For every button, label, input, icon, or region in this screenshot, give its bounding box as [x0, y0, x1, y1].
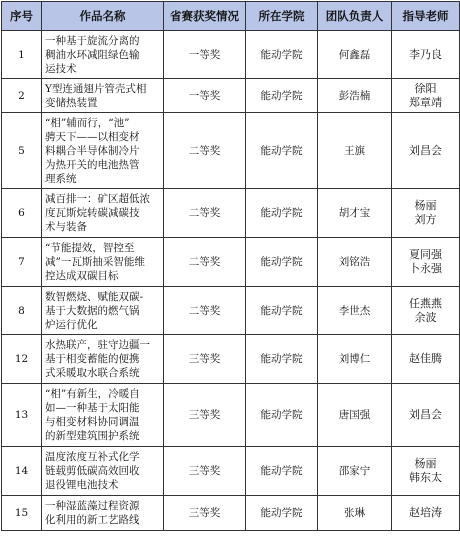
- header-number: 序号: [2, 2, 42, 31]
- cell-college: 能动学院: [246, 287, 318, 335]
- work-name-line: 一种湿蓝藻过程资源: [45, 500, 140, 512]
- work-name-line: 温度浓度互补式化学: [45, 451, 140, 463]
- cell-award: 三等奖: [164, 384, 246, 447]
- cell-work-name: [42, 113, 164, 189]
- cell-team-leader: 唐国强: [318, 384, 392, 447]
- cell-number: 12: [2, 335, 42, 384]
- work-name-line: 稠油水环减阻绿色输: [45, 48, 140, 61]
- work-name-line: 炉运行优化: [45, 318, 98, 331]
- cell-award: 三等奖: [164, 335, 246, 384]
- cell-advisor: [392, 31, 460, 79]
- advisor-name: 李乃良: [409, 47, 442, 61]
- cell-team-leader: 邵家宁: [318, 447, 392, 496]
- cell-award: 一等奖: [164, 79, 246, 113]
- table-body: [2, 31, 460, 531]
- cell-work-name: [42, 384, 164, 447]
- advisor-name: 杨丽: [414, 457, 437, 470]
- awards-table: [1, 1, 460, 531]
- cell-college: 能动学院: [246, 31, 318, 79]
- cell-work-name: [42, 496, 164, 531]
- work-name-line: 与相变材料协同调温: [45, 416, 140, 428]
- table-row: [2, 496, 460, 531]
- work-name-line: 理系统: [45, 172, 77, 185]
- cell-work-name: [42, 447, 164, 496]
- header-team-leader: 团队负责人: [318, 2, 392, 31]
- advisor-name: 刘方: [414, 213, 437, 226]
- cell-college: 能动学院: [246, 335, 318, 384]
- table-row: [2, 31, 460, 79]
- advisor-name: 任燕燕: [409, 296, 442, 310]
- cell-team-leader: 刘博仁: [318, 335, 392, 384]
- work-name-line: 式采暖取水联合系统: [45, 367, 140, 379]
- cell-advisor: [392, 113, 460, 189]
- cell-number: 13: [2, 384, 42, 447]
- table-row: [2, 335, 460, 384]
- cell-advisor: [392, 238, 460, 287]
- advisor-name: 夏同强: [409, 248, 442, 261]
- work-name-line: Y型连通翅片管壳式相: [45, 82, 147, 95]
- cell-award: 一等奖: [164, 31, 246, 79]
- work-name-line: 化利用的新工艺路线: [45, 514, 140, 526]
- cell-team-leader: 胡才宝: [318, 189, 392, 238]
- cell-work-name: [42, 238, 164, 287]
- cell-number: 6: [2, 189, 42, 238]
- cell-work-name: [42, 79, 164, 113]
- advisor-name: 赵佳腾: [409, 352, 442, 365]
- cell-college: 能动学院: [246, 189, 318, 238]
- header-provincial-award: 省赛获奖情况: [164, 2, 246, 31]
- advisor-name: 徐阳: [414, 81, 437, 95]
- cell-college: 能动学院: [246, 238, 318, 287]
- cell-advisor: [392, 447, 460, 496]
- work-name-line: 骋天下——以相变材: [45, 130, 140, 143]
- work-name-line: 链载剪低碳高效回收: [45, 465, 140, 477]
- work-name-line: 基于相变蓄能的便携: [45, 353, 140, 365]
- cell-college: 能动学院: [246, 496, 318, 531]
- work-name-line: 为热开关的电池热管: [45, 158, 140, 171]
- work-name-line: “节能提效，智控至: [45, 242, 135, 254]
- table-row: [2, 238, 460, 287]
- cell-advisor: [392, 79, 460, 113]
- cell-advisor: [392, 287, 460, 335]
- cell-award: 三等奖: [164, 447, 246, 496]
- advisor-name: 赵培涛: [409, 506, 442, 519]
- cell-award: 二等奖: [164, 238, 246, 287]
- cell-award: 二等奖: [164, 113, 246, 189]
- cell-number: 15: [2, 496, 42, 531]
- cell-number: 14: [2, 447, 42, 496]
- cell-award: 三等奖: [164, 496, 246, 531]
- header-work-name: 作品名称: [42, 2, 164, 31]
- cell-work-name: [42, 189, 164, 238]
- advisor-name: 郑章靖: [409, 95, 442, 109]
- cell-number: 2: [2, 79, 42, 113]
- work-name-line: 术与装备: [45, 221, 87, 233]
- work-name-line: 基于大数据的燃气锅: [45, 304, 140, 317]
- cell-college: 能动学院: [246, 384, 318, 447]
- work-name-line: 运技术: [45, 62, 77, 75]
- work-name-line: “相”辅而行，“池”: [45, 116, 130, 129]
- cell-advisor: [392, 189, 460, 238]
- advisor-name: 韩东太: [409, 471, 442, 484]
- cell-advisor: [392, 335, 460, 384]
- cell-work-name: [42, 287, 164, 335]
- cell-number: 5: [2, 113, 42, 189]
- table-row: [2, 447, 460, 496]
- table-row: [2, 79, 460, 113]
- cell-team-leader: 何鑫磊: [318, 31, 392, 79]
- cell-team-leader: 刘铭浩: [318, 238, 392, 287]
- cell-college: 能动学院: [246, 113, 318, 189]
- cell-college: 能动学院: [246, 79, 318, 113]
- work-name-line: 水热联产，驻守边疆一: [45, 339, 150, 351]
- work-name-line: “相”有新生，冷暖自: [45, 388, 140, 400]
- cell-award: 二等奖: [164, 287, 246, 335]
- table-row: [2, 189, 460, 238]
- cell-number: 7: [2, 238, 42, 287]
- work-name-line: 度瓦斯烷转碳减碳技: [45, 207, 140, 219]
- header-college: 所在学院: [246, 2, 318, 31]
- table-row: [2, 287, 460, 335]
- work-name-line: 减百排一：矿区超低浓: [45, 193, 150, 205]
- work-name-line: 数智燃烧、赋能双碳-: [45, 290, 144, 303]
- cell-number: 1: [2, 31, 42, 79]
- cell-team-leader: 李世杰: [318, 287, 392, 335]
- advisor-name: 卜永强: [409, 262, 442, 275]
- work-name-line: 变储热装置: [45, 96, 98, 109]
- advisor-name: 余波: [414, 310, 437, 324]
- work-name-line: 一种基于旋流分离的: [45, 34, 140, 47]
- work-name-line: 如—一种基于太阳能: [45, 402, 140, 414]
- cell-team-leader: 彭浩楠: [318, 79, 392, 113]
- cell-college: 能动学院: [246, 447, 318, 496]
- header-row: [2, 2, 460, 31]
- advisor-name: 杨丽: [414, 199, 437, 212]
- cell-work-name: [42, 335, 164, 384]
- advisor-name: 刘昌会: [409, 408, 442, 421]
- advisor-name: 刘昌会: [409, 143, 442, 157]
- cell-work-name: [42, 31, 164, 79]
- work-name-line: 退役锂电池技术: [45, 479, 119, 491]
- header-advisor: 指导老师: [392, 2, 460, 31]
- table-row: [2, 384, 460, 447]
- cell-advisor: [392, 496, 460, 531]
- work-name-line: 控达成双碳目标: [45, 270, 119, 282]
- cell-team-leader: 张琳: [318, 496, 392, 531]
- cell-number: 8: [2, 287, 42, 335]
- work-name-line: 减”一瓦斯抽采智能维: [45, 256, 145, 268]
- table-row: [2, 113, 460, 189]
- work-name-line: 的新型建筑围护系统: [45, 430, 140, 442]
- cell-team-leader: 王旗: [318, 113, 392, 189]
- cell-award: 二等奖: [164, 189, 246, 238]
- cell-advisor: [392, 384, 460, 447]
- work-name-line: 料耦合半导体制冷片: [45, 144, 140, 157]
